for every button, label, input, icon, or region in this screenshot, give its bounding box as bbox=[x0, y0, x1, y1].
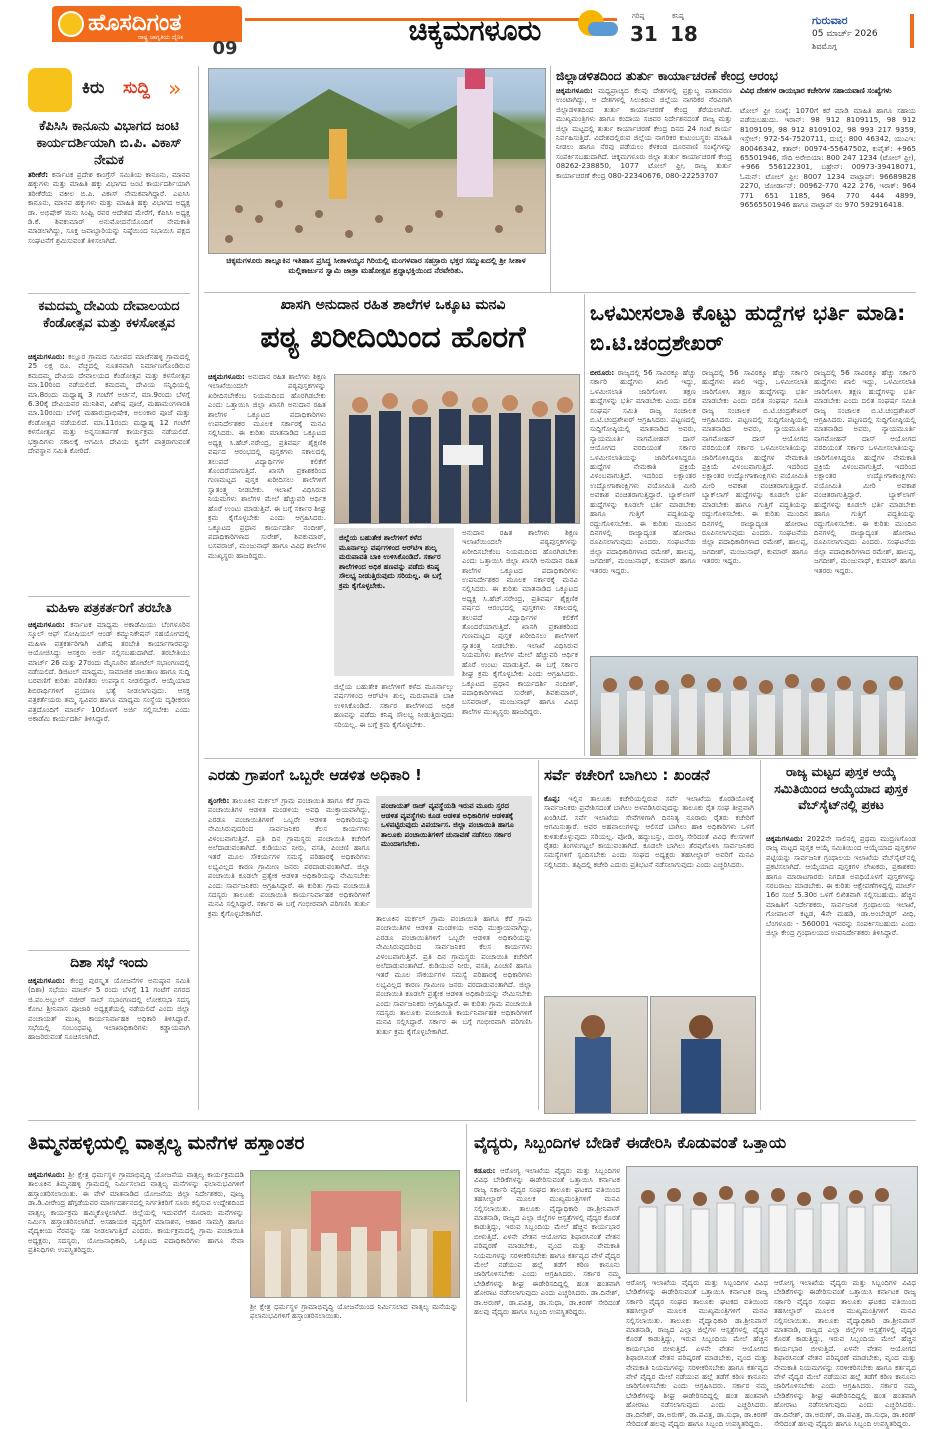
brief4-body bbox=[28, 976, 190, 1106]
pointing-hand-icon bbox=[28, 68, 72, 112]
door-photo-left-illustration bbox=[545, 997, 647, 1113]
chandrashekar-headline: ಒಳಮೀಸಲಾತಿ ಕೊಟ್ಟು ಹುದ್ದೆಗಳ ಭರ್ತಿ ಮಾಡಿ: ಬಿ.ಟಿ.ಚಂದ್ರಶೇಖರ್ bbox=[590, 301, 906, 355]
doctors-body bbox=[474, 1166, 620, 1400]
doctors-text: ಆರೋಗ್ಯ ಇಲಾಖೆಯ ವೈದ್ಯರು ಮತ್ತು ಸಿಬ್ಬಂದಿಗಳ ವಿವಿಧ ಬೇಡಿಕೆಗಳನ್ನು ಈಡೇರಿಸುವಂತೆ ಒತ್ತಾಯಿಸಿ ಕರ್ನಾಟಕ ರಾಜ್ಯ ಸರ್ಕಾರಿ ವೈದ್ಯರ ಸಂಘದ ತಾಲೂಕು ಘಟಕದ ವತಿಯಿಂದ ತಹಸೀಲ್ದಾರ್ ಮೂಲಕ ಮುಖ್ಯಮಂತ್ರಿಗಳಿಗೆ ಮನವಿ ಸಲ್ಲಿಸಲಾಯಿತು. ತಾಲೂಕು ವೈದ್ಯಾಧಿಕಾರಿ ಡಾ.ಶ್ರೀನಿವಾಸ್ ಮಾತನಾಡಿ, ರಾಜ್ಯದ ಎಲ್ಲಾ ಜಿಲ್ಲೆಗಳ ಆಸ್ಪತ್ರೆಗಳಲ್ಲಿ ವೈದ್ಯರ ಕೊರತೆ ಕಾಡುತ್ತಿದ್ದು, ಇರುವ ಸಿಬ್ಬಂದಿಯ ಮೇಲೆ ಹೆಚ್ಚಿನ ಕಾರ್ಯಭಾರ ಬೀಳುತ್ತಿದೆ. ಏಳನೇ ವೇತನ ಆಯೋಗದ ಶಿಫಾರಸಿನಂತೆ ವೇತನ ಪರಿಷ್ಕರಣೆ ಮಾಡಬೇಕು, ವೃಂದ ಮತ್ತು ನೇಮಕಾತಿ ನಿಯಮಗಳನ್ನು ಸರಳೀಕರಿಸಬೇಕು ಹಾಗೂ ಕರ್ತವ್ಯದ ವೇಳೆ ವೈದ್ಯರ ಮೇಲೆ ನಡೆಯುವ ಹಲ್ಲೆ ತಡೆಗೆ ಕಠಿಣ ಕಾನೂನು ಜಾರಿಗೊಳಿಸಬೇಕು ಎಂದು ಆಗ್ರಹಿಸಿದರು. ಸರ್ಕಾರ ನಮ್ಮ ಬೇಡಿಕೆಗಳನ್ನು ಶೀಘ್ರ ಈಡೇರಿಸದಿದ್ದಲ್ಲಿ ಹಂತ ಹಂತವಾಗಿ ಹೋರಾಟ ನಡೆಸಲಾಗುವುದು ಎಂದು ಎಚ್ಚರಿಸಿದರು. ಡಾ.ದಿನೇಶ್, ಡಾ.ಅರುಣ್, ಡಾ.ಪವಿತ್ರ, ಡಾ.ಸುಧಾ, ಡಾ.ಕಿರಣ್ ಸೇರಿದಂತೆ ಹಲವು ವೈದ್ಯರು ಹಾಗೂ ಸಿಬ್ಬಂದಿ ಉಪಸ್ಥಿತರಿದ್ದರು. bbox=[474, 1166, 620, 1317]
brief3-dateline: ಚಿಕ್ಕಮಗಳೂರು: bbox=[28, 620, 65, 629]
brief1-body bbox=[28, 170, 190, 285]
houses-caption: ಶ್ರೀ ಕ್ಷೇತ್ರ ಧರ್ಮಸ್ಥಳ ಗ್ರಾಮಾಭಿವೃದ್ಧಿ ಯೋಜನೆಯಿಂದ ನಿರ್ಮಿಸಲಾದ ವಾತ್ಸಲ್ಯ ಮನೆಯನ್ನು ಫಲಾನುಭವಿಗಳಿಗೆ ಹಸ್ತಾಂತರಿಸಲಾಯಿತು. bbox=[250, 1302, 458, 1321]
brand-logo-icon bbox=[58, 11, 84, 37]
min-temp: 18 bbox=[670, 22, 698, 46]
doctors-body-col2 bbox=[626, 1278, 768, 1429]
schools-body-col3 bbox=[462, 528, 578, 750]
chandrashekar-text-cont: ರಾಜ್ಯದಲ್ಲಿ 56 ಸಾವಿರಕ್ಕೂ ಹೆಚ್ಚು ಸರ್ಕಾರಿ ಹುದ್ದೆಗಳು ಖಾಲಿ ಇದ್ದು, ಒಳಮೀಸಲಾತಿ ಜಾರಿಗೊಳಿಸಿ ತಕ್ಷಣ ಹುದ್ದೆಗಳನ್ನು ಭರ್ತಿ ಮಾಡಬೇಕು ಎಂದು ದಲಿತ ಸಂಘರ್ಷ ಸಮಿತಿ ರಾಜ್ಯ ಸಂಚಾಲಕ ಬಿ.ಟಿ.ಚಂದ್ರಶೇಖರ್ ಆಗ್ರಹಿಸಿದರು. ಪಟ್ಟಣದಲ್ಲಿ ಸುದ್ದಿಗೋಷ್ಠಿಯಲ್ಲಿ ಮಾತನಾಡಿದ ಅವರು, ನ್ಯಾಯಮೂರ್ತಿ ನಾಗಮೋಹನ್ ದಾಸ್ ಆಯೋಗದ ವರದಿಯಂತೆ ಸರ್ಕಾರ ಒಳಮೀಸಲಾತಿಯನ್ನು ಜಾರಿಗೊಳಿಸಿದ್ದರೂ ಹುದ್ದೆಗಳ ನೇಮಕಾತಿ ಪ್ರಕ್ರಿಯೆ ವಿಳಂಬವಾಗುತ್ತಿದೆ. ಇದರಿಂದ ಲಕ್ಷಾಂತರ ಉದ್ಯೋಗಾಕಾಂಕ್ಷಿಗಳು ವಯೋಮಿತಿ ಮೀರಿ ಅವಕಾಶ ವಂಚಿತರಾಗುತ್ತಿದ್ದಾರೆ. ಬ್ಯಾಕ್‌ಲಾಗ್ ಹುದ್ದೆಗಳನ್ನು ಕೂಡಲೇ ಭರ್ತಿ ಮಾಡಬೇಕು ಹಾಗೂ ಗುತ್ತಿಗೆ ಪದ್ಧತಿಯನ್ನು ರದ್ದುಗೊಳಿಸಬೇಕು. ಈ ಕುರಿತು ಮುಂದಿನ ದಿನಗಳಲ್ಲಿ ರಾಜ್ಯಾದ್ಯಂತ ಹೋರಾಟ ರೂಪಿಸಲಾಗುವುದು ಎಂದರು. ಸಂಘಟನೆಯ ಜಿಲ್ಲಾ ಪದಾಧಿಕಾರಿಗಳಾದ ರಮೇಶ್, ಹಾಲಪ್ಪ, ಜಗದೀಶ್, ಮಂಜುನಾಥ್, ಕುಮಾರ್ ಹಾಗೂ ಇತರರು ಇದ್ದರು. bbox=[702, 368, 808, 566]
doctors-dateline: ಕಡೂರು: bbox=[474, 1166, 496, 1175]
control-room-helplines: ಟೋಲ್ ಫ್ರೀ ಸಂಖ್ಯೆ: 1070ಗೆ ಕರೆ ಮಾಡಿ ಮಾಹಿತಿ ಹಾಗೂ ಸಹಾಯ ಪಡೆಯಬಹುದು. ಇರಾನ್: 98 912 8109115, 98 912 8109109, 98 912 8109102, 98 993 217 9359, ಇಸ್ರೇಲ್: 972-54-7520711, ದುಬೈ: 800 46342, ಯುಎಇ: 80046342, ಕತಾರ್: 00974-55647502, ಕುವೈತ್: +965 65501946, ಸೌದಿ ಅರೇಬಿಯಾ: 800 247 1234 (ಟೋಲ್ ಫ್ರೀ), +966 556122301, ಬಹ್ರೇನ್: 00973-39418071, ಓಮನ್: ಟೋಲ್ ಫ್ರೀ: 8007 1234 ವಾಟ್ಸಾಪ್: 96689828 2270, ಜೋರ್ಡಾನ್: 00962-770 422 276, ಇರಾಕ್: 964 771 651 1185, 964 770 444 4899, 96565501946 ಹಾಗೂ ವಾಟ್ಸಾಪ್ ನಂ 970 592916418. bbox=[740, 106, 916, 210]
section-title: ಚಿಕ್ಕಮಗಳೂರು bbox=[408, 14, 542, 47]
houses-headline: ತಿಮ್ಮನಹಳ್ಳಿಯಲ್ಲಿ ವಾತ್ಸಲ್ಯ ಮನೆಗಳ ಹಸ್ತಾಂತರ bbox=[28, 1132, 305, 1154]
brief4-dateline: ಚಿಕ್ಕಮಗಳೂರು: bbox=[28, 976, 65, 985]
brand-name: ಹೊಸದಿಗಂತ bbox=[88, 10, 182, 36]
houses-text: ಶ್ರೀ ಕ್ಷೇತ್ರ ಧರ್ಮಸ್ಥಳ ಗ್ರಾಮಾಭಿವೃದ್ಧಿ ಯೋಜನೆಯ ವಾತ್ಸಲ್ಯ ಕಾರ್ಯಕ್ರಮದಡಿ ತಾಲೂಕಿನ ತಿಮ್ಮನಹಳ್ಳಿ ಗ್ರಾಮದಲ್ಲಿ ನಿರ್ಮಿಸಲಾದ ವಾತ್ಸಲ್ಯ ಮನೆಗಳನ್ನು ಫಲಾನುಭವಿಗಳಿಗೆ ಹಸ್ತಾಂತರಿಸಲಾಯಿತು. ಈ ವೇಳೆ ಮಾತನಾಡಿದ ಯೋಜನೆಯ ಜಿಲ್ಲಾ ನಿರ್ದೇಶಕರು, ಪೂಜ್ಯ ಡಾ.ಡಿ.ವೀರೇಂದ್ರ ಹೆಗ್ಗಡೆಯವರ ಮಾರ್ಗದರ್ಶನದಲ್ಲಿ ನಿರ್ಗತಿಕರಿಗೆ ಸೂರು ಕಲ್ಪಿಸುವ ಉದ್ದೇಶದಿಂದ ವಾತ್ಸಲ್ಯ ಕಾರ್ಯಕ್ರಮ ಹಮ್ಮಿಕೊಳ್ಳಲಾಗಿದೆ. ಜಿಲ್ಲೆಯಲ್ಲಿ ಇದುವರೆಗೆ ನೂರಾರು ಮನೆಗಳನ್ನು ನಿರ್ಮಿಸಿ ಹಸ್ತಾಂತರಿಸಲಾಗಿದೆ. ಅಸಹಾಯಕ ವೃದ್ಧರಿಗೆ ಮಾಸಾಶನ, ಆಹಾರ ಸಾಮಗ್ರಿ ಹಾಗೂ ವೈದ್ಯಕೀಯ ನೆರವನ್ನು ಸಹ ನೀಡಲಾಗುತ್ತಿದೆ ಎಂದರು. ಕಾರ್ಯಕ್ರಮದಲ್ಲಿ ಗ್ರಾಮ ಪಂಚಾಯಿತಿ ಅಧ್ಯಕ್ಷರು, ಸದಸ್ಯರು, ಯೋಜನಾಧಿಕಾರಿ, ಒಕ್ಕೂಟದ ಪದಾಧಿಕಾರಿಗಳು ಹಾಗೂ ಸೇವಾ ಪ್ರತಿನಿಧಿಗಳು ಉಪಸ್ಥಿತರಿದ್ದರು. bbox=[28, 1170, 244, 1255]
door-text: ಇಲ್ಲಿನ ತಾಲೂಕು ಕಚೇರಿಯಲ್ಲಿರುವ ಸರ್ವೆ ಇಲಾಖೆಯ ಕೊಠಡಿಯೊಳಕ್ಕೆ ಸಾರ್ವಜನಿಕರು ಪ್ರವೇಶಿಸದಂತೆ ಬಾಗಿಲು ಅಳವಡಿಸಿರುವುದನ್ನು ತಾಲೂಕು ರೈತ ಸಂಘ ತೀವ್ರವಾಗಿ ಖಂಡಿಸಿದೆ. ಸರ್ವೆ ಇಲಾಖೆಯ ಸೇವೆಗಳಿಗಾಗಿ ದಿನನಿತ್ಯ ನೂರಾರು ರೈತರು ಕಚೇರಿಗೆ ಆಗಮಿಸುತ್ತಾರೆ. ಅವರ ಅಹವಾಲುಗಳನ್ನು ಆಲಿಸದೆ ಬಾಗಿಲು ಹಾಕಿ ಅಧಿಕಾರಿಗಳು ಒಳಗೆ ಕುಳಿತುಕೊಳ್ಳುವುದು ಸರಿಯಲ್ಲ. ಪೋಡಿ, ಹದ್ದುಬಸ್ತು, ದುರಸ್ತಿ ಸೇರಿದಂತೆ ವಿವಿಧ ಕೆಲಸಗಳಿಗೆ ರೈತರು ತಿಂಗಳುಗಟ್ಟಲೆ ಕಾಯುವಂತಾಗಿದೆ. ಕೂಡಲೇ ಬಾಗಿಲು ತೆರವುಗೊಳಿಸಿ ಸಾರ್ವಜನಿಕರ ಸಮಸ್ಯೆಗಳಿಗೆ ಸ್ಪಂದಿಸಬೇಕು ಎಂದು ಸಂಘದ ಅಧ್ಯಕ್ಷರು ತಹಸೀಲ್ದಾರ್ ಅವರಿಗೆ ಮನವಿ ಸಲ್ಲಿಸಿದರು. ತಪ್ಪಿದಲ್ಲಿ ಕಚೇರಿ ಎದುರು ಪ್ರತಿಭಟನೆ ನಡೆಸಲಾಗುವುದು ಎಂದು ಎಚ್ಚರಿಸಿದರು. bbox=[544, 794, 754, 869]
schools-headline: ಪಠ್ಯ ಖರೀದಿಯಿಂದ ಹೊರಗೆ bbox=[260, 320, 526, 355]
control-room-dateline: ಚಿಕ್ಕಮಗಳೂರು: bbox=[556, 86, 593, 95]
schools-body-col1 bbox=[208, 372, 326, 750]
max-temp-label: ಗರಿಷ್ಠ bbox=[632, 12, 645, 20]
doctors-body-col3 bbox=[774, 1278, 916, 1429]
official-pullquote-text: ಪಂಚಾಯತ್ ರಾಜ್ ವ್ಯವಸ್ಥೆಯಡಿ ಇರುವ ಮೂರು ಸ್ತರದ ಆಡಳಿತ ವ್ಯವಸ್ಥೆಗಳು ಕೂಡ ಆಡಳಿತ ಅಧಿಕಾರಿಗಳ ಆಡಳಿತಕ್ಕೆ ಒಳಪಟ್ಟಿರುವುದು ವಿಪರ್ಯಾಸ. ಜಿಲ್ಲಾ ಪಂಚಾಯಿತಿ ಹಾಗೂ ತಾಲೂಕು ಪಂಚಾಯಿತಿಗಳಿಗೆ ಚುನಾವಣೆ ನಡೆಸಲು ಸರ್ಕಾರ ಮುಂದಾಗಬೇಕು. bbox=[381, 801, 514, 849]
brief4-headline: ದಿಶಾ ಸಭೆ ಇಂದು bbox=[70, 955, 148, 971]
brief1-text: ಕರ್ನಾಟಕ ಪ್ರದೇಶ ಕಾಂಗ್ರೆಸ್ ಸಮಿತಿಯ ಕಾನೂನು, ಮಾನವ ಹಕ್ಕುಗಳು ಮತ್ತು ಮಾಹಿತಿ ಹಕ್ಕು ವಿಭಾಗದ ಜಂಟಿ ಕಾರ್ಯದರ್ಶಿಯಾಗಿ ತರೀಕೆರೆಯ ವಕೀಲ ಬಿ.ಪಿ. ವಿಕಾಸ್ ನೇಮಕವಾಗಿದ್ದಾರೆ. ಎಐಸಿಸಿ ಕಾನೂನು, ಮಾನವ ಹಕ್ಕುಗಳು ಮತ್ತು ಮಾಹಿತಿ ಹಕ್ಕು ವಿಭಾಗದ ಅಧ್ಯಕ್ಷ ಡಾ. ಅಭಿಷೇಕ್ ಮನು ಸಿಂಘ್ವಿ ರವರ ಆದೇಶದ ಮೇರೆಗೆ, ಕೆಪಿಸಿಸಿ ಅಧ್ಯಕ್ಷ ಡಿ.ಕೆ. ಶಿವಕುಮಾರ್ ಅನುಮೋದನೆಯೊಂದಿಗೆ ನೇಮಕಾತಿ ಮಾಡಲಾಗಿದ್ದು, ಸೂಕ್ತ ಜವಾಬ್ದಾರಿಯನ್ನು ನಿಷ್ಠೆಯಿಂದ ನಿಭಾಯಿಸಿ ಪಕ್ಷದ ಸಂಘಟನೆಗೆ ಶ್ರಮಿಸುವಂತೆ ತಿಳಿಸಲಾಗಿದೆ. bbox=[28, 170, 190, 245]
doctors-headline: ವೈದ್ಯರು, ಸಿಬ್ಬಂದಿಗಳ ಬೇಡಿಕೆ ಈಡೇರಿಸಿ ಕೊಡುವಂತೆ ಒತ್ತಾಯ bbox=[474, 1133, 787, 1152]
control-room-subhead: ವಿವಿಧ ದೇಶಗಳ ರಾಯಭಾರ ಕಚೇರಿಗಳ ಸಹಾಯವಾಣಿ ಸಂಖ್ಯೆಗಳು bbox=[740, 86, 892, 95]
official-body-col2 bbox=[376, 914, 532, 1110]
issue-date: 05 ಮಾರ್ಚ್ 2026 bbox=[812, 29, 878, 39]
schools-kicker: ಖಾಸಗಿ ಅನುದಾನ ರಹಿತ ಶಾಲೆಗಳ ಒಕ್ಕೂಟ ಮನವಿ bbox=[280, 297, 506, 313]
official-text-cont: ತಾಲೂಕಿನ ಮರ್ಕಲ್ ಗ್ರಾಮ ಪಂಚಾಯಿತಿ ಹಾಗೂ ಕೆರೆ ಗ್ರಾಮ ಪಂಚಾಯಿತಿಗಳ ಆಡಳಿತ ಮಂಡಳಿಯ ಅವಧಿ ಮುಕ್ತಾಯವಾಗಿದ್ದು, ಎರಡೂ ಪಂಚಾಯಿತಿಗಳಿಗೆ ಒಬ್ಬರೇ ಆಡಳಿತ ಅಧಿಕಾರಿಯನ್ನು ನೇಮಿಸಿರುವುದರಿಂದ ಸಾರ್ವಜನಿಕರ ಕೆಲಸ ಕಾರ್ಯಗಳು ವಿಳಂಬವಾಗುತ್ತಿವೆ. ಪ್ರತಿ ದಿನ ಗ್ರಾಮಸ್ಥರು ಪಂಚಾಯಿತಿ ಕಚೇರಿಗೆ ಅಲೆದಾಡುವಂತಾಗಿದೆ. ಕುಡಿಯುವ ನೀರು, ವಸತಿ, ಪಿಂಚಣಿ ಹಾಗೂ ಇತರೆ ಮೂಲ ಸೌಕರ್ಯಗಳ ಸಮಸ್ಯೆ ಪರಿಹಾರಕ್ಕೆ ಅಧಿಕಾರಿಗಳು ಲಭ್ಯವಿಲ್ಲದ ಕಾರಣ ಗ್ರಾಮೀಣ ಜನರು ಪರದಾಡುವಂತಾಗಿದೆ. ಜಿಲ್ಲಾ ಪಂಚಾಯಿತಿ ಕೂಡಲೇ ಪ್ರತ್ಯೇಕ ಆಡಳಿತ ಅಧಿಕಾರಿಯನ್ನು ನೇಮಿಸಬೇಕು ಎಂದು ಸಾರ್ವಜನಿಕರು ಆಗ್ರಹಿಸಿದ್ದಾರೆ. ಈ ಕುರಿತು ಗ್ರಾಮ ಪಂಚಾಯಿತಿ ಸದಸ್ಯರು ತಾಲೂಕು ಪಂಚಾಯಿತಿ ಕಾರ್ಯನಿರ್ವಾಹಕ ಅಧಿಕಾರಿಗಳಿಗೆ ಮನವಿ ಸಲ್ಲಿಸಿದ್ದಾರೆ. ಸರ್ಕಾರ ಈ ಬಗ್ಗೆ ಗಂಭೀರವಾಗಿ ಪರಿಗಣಿಸಿ ತುರ್ತು ಕ್ರಮ ಕೈಗೊಳ್ಳಬೇಕಾಗಿದೆ. bbox=[376, 914, 532, 1036]
chandrashekar-body-col3 bbox=[814, 368, 916, 650]
door-photo-right bbox=[650, 996, 756, 1114]
brief2-headline: ಕಮದಮ್ಮ ದೇವಿಯ ದೇವಾಲಯದ ಕೆಂಡೋತ್ಸವ ಮತ್ತು ಕಳಸೋತ್ಸವ bbox=[38, 299, 180, 331]
min-temp-label: ಕನಿಷ್ಠ bbox=[672, 12, 684, 20]
houses-photo-illustration bbox=[251, 1171, 459, 1297]
weather-cloud-icon bbox=[588, 22, 618, 36]
chandrashekar-text-cont2: ರಾಜ್ಯದಲ್ಲಿ 56 ಸಾವಿರಕ್ಕೂ ಹೆಚ್ಚು ಸರ್ಕಾರಿ ಹುದ್ದೆಗಳು ಖಾಲಿ ಇದ್ದು, ಒಳಮೀಸಲಾತಿ ಜಾರಿಗೊಳಿಸಿ ತಕ್ಷಣ ಹುದ್ದೆಗಳನ್ನು ಭರ್ತಿ ಮಾಡಬೇಕು ಎಂದು ದಲಿತ ಸಂಘರ್ಷ ಸಮಿತಿ ರಾಜ್ಯ ಸಂಚಾಲಕ ಬಿ.ಟಿ.ಚಂದ್ರಶೇಖರ್ ಆಗ್ರಹಿಸಿದರು. ಪಟ್ಟಣದಲ್ಲಿ ಸುದ್ದಿಗೋಷ್ಠಿಯಲ್ಲಿ ಮಾತನಾಡಿದ ಅವರು, ನ್ಯಾಯಮೂರ್ತಿ ನಾಗಮೋಹನ್ ದಾಸ್ ಆಯೋಗದ ವರದಿಯಂತೆ ಸರ್ಕಾರ ಒಳಮೀಸಲಾತಿಯನ್ನು ಜಾರಿಗೊಳಿಸಿದ್ದರೂ ಹುದ್ದೆಗಳ ನೇಮಕಾತಿ ಪ್ರಕ್ರಿಯೆ ವಿಳಂಬವಾಗುತ್ತಿದೆ. ಇದರಿಂದ ಲಕ್ಷಾಂತರ ಉದ್ಯೋಗಾಕಾಂಕ್ಷಿಗಳು ವಯೋಮಿತಿ ಮೀರಿ ಅವಕಾಶ ವಂಚಿತರಾಗುತ್ತಿದ್ದಾರೆ. ಬ್ಯಾಕ್‌ಲಾಗ್ ಹುದ್ದೆಗಳನ್ನು ಕೂಡಲೇ ಭರ್ತಿ ಮಾಡಬೇಕು ಹಾಗೂ ಗುತ್ತಿಗೆ ಪದ್ಧತಿಯನ್ನು ರದ್ದುಗೊಳಿಸಬೇಕು. ಈ ಕುರಿತು ಮುಂದಿನ ದಿನಗಳಲ್ಲಿ ರಾಜ್ಯಾದ್ಯಂತ ಹೋರಾಟ ರೂಪಿಸಲಾಗುವುದು ಎಂದರು. ಸಂಘಟನೆಯ ಜಿಲ್ಲಾ ಪದಾಧಿಕಾರಿಗಳಾದ ರಮೇಶ್, ಹಾಲಪ್ಪ, ಜಗದೀಶ್, ಮಂಜುನಾಥ್, ಕುಮಾರ್ ಹಾಗೂ ಇತರರು ಇದ್ದರು. bbox=[814, 368, 916, 575]
masthead-accent-bar bbox=[910, 14, 914, 48]
page-number: 09 bbox=[212, 38, 238, 59]
max-temp: 31 bbox=[630, 22, 658, 46]
lead-photo-caption: ಚಿಕ್ಕಮಗಳೂರು ತಾಲ್ಲೂಕಿನ ಇತಿಹಾಸ ಪ್ರಸಿದ್ಧ ಸೀತಾಳಯ್ಯನ ಗಿರಿಯಲ್ಲಿ ಮಂಗಳವಾರ ಸಹಸ್ರಾರು ಭಕ್ತರ ಸಮ್ಮುಖದಲ್ಲಿ ಶ್ರೀ ಸೀತಾಳ ಮಲ್ಲಿಕಾರ್ಜುನ ಸ್ವಾಮಿ ಜಾತ್ರಾ ಮಹೋತ್ಸವ ಶ್ರದ್ಧಾಭಕ್ತಿಯಿಂದ ನೆರವೇರಿತು. bbox=[226, 256, 526, 275]
brand-tagline: ರಾಷ್ಟ್ರ ಜಾಗೃತಿಯ ದೈನಿಕ bbox=[138, 34, 184, 41]
door-photo-right-illustration bbox=[651, 997, 755, 1113]
schools-photo bbox=[334, 374, 580, 524]
kirusuddi-label-b: ಸುದ್ದಿ bbox=[123, 78, 150, 98]
control-room-headline: ಜಿಲ್ಲಾಡಳಿತದಿಂದ ತುರ್ತು ಕಾರ್ಯಾಚರಣೆ ಕೇಂದ್ರ ಆರಂಭ bbox=[556, 68, 778, 83]
book-dateline: ಚಿಕ್ಕಮಗಳೂರು: bbox=[766, 834, 803, 843]
masthead-brand-box bbox=[52, 6, 242, 59]
book-text: 2022ನೇ ಸಾಲಿನಲ್ಲಿ ಪ್ರಥಮ ಮುದ್ರಣಗೊಂಡ ರಾಜ್ಯ ಮಟ್ಟದ ಪುಸ್ತಕ ಆಯ್ಕೆ ಸಮಿತಿಯಿಂದ ಆಯ್ಕೆಯಾದ ಪುಸ್ತಕಗಳ ಪಟ್ಟಿಯನ್ನು ಸಾರ್ವಜನಿಕ ಗ್ರಂಥಾಲಯ ಇಲಾಖೆಯ ವೆಬ್‌ಸೈಟ್‌ನಲ್ಲಿ ಪ್ರಕಟಿಸಲಾಗಿದೆ. ಆಯ್ಕೆಯಾದ ಪುಸ್ತಕಗಳ ಲೇಖಕರು, ಪ್ರಕಾಶಕರು ಹಾಗೂ ಮಾರಾಟಗಾರರು ನಿಗದಿತ ಅವಧಿಯೊಳಗೆ ಪುಸ್ತಕಗಳನ್ನು ಸರಬರಾಜು ಮಾಡಬೇಕು. ಈ ಕುರಿತು ಆಕ್ಷೇಪಣೆಗಳಿದ್ದಲ್ಲಿ ಮಾರ್ಚ್ 16ರ ಸಂಜೆ 5.30ರ ಒಳಗೆ ಲಿಖಿತವಾಗಿ ಸಲ್ಲಿಸಬಹುದು. ಹೆಚ್ಚಿನ ಮಾಹಿತಿಗೆ ನಿರ್ದೇಶಕರು, ಸಾರ್ವಜನಿಕ ಗ್ರಂಥಾಲಯ ಇಲಾಖೆ, ಗೋಪಾಲನ್ ಕಟ್ಟಡ, 4ನೇ ಮಹಡಿ, ಡಾ.ಅಂಬೇಡ್ಕರ್ ವೀಧಿ, ಬೆಂಗಳೂರು - 560001 ಇವರನ್ನು ಸಂಪರ್ಕಿಸಬಹುದು ಎಂದು ಜಿಲ್ಲಾ ಕೇಂದ್ರ ಗ್ರಂಥಾಲಯದ ಉಪನಿರ್ದೇಶಕರು ತಿಳಿಸಿದ್ದಾರೆ. bbox=[766, 834, 916, 938]
official-headline: ಎರಡು ಗ್ರಾಪಂಗೆ ಒಬ್ಬರೇ ಆಡಳಿತ ಅಧಿಕಾರಿ ! bbox=[208, 766, 422, 784]
book-headline: ರಾಜ್ಯ ಮಟ್ಟದ ಪುಸ್ತಕ ಆಯ್ಕೆ ಸಮಿತಿಯಿಂದ ಆಯ್ಕೆಯಾದ ಪುಸ್ತಕ ವೆಬ್‌ಸೈಟ್‌ನಲ್ಲಿ ಪ್ರಕಟ bbox=[774, 764, 908, 812]
houses-body bbox=[28, 1170, 244, 1400]
edition: ಶಿವಮೊಗ್ಗ bbox=[812, 42, 837, 51]
schools-pullquote-text: ಜಿಲ್ಲೆಯ ಬಹುತೇಕ ಶಾಲೆಗಳಿಗೆ ಕಳೆದ ಮೂರ್ನಾಲ್ಕು ವರ್ಷಗಳಿಂದ ಆರ್‌ಟಿಇ ಶುಲ್ಕ ಮರುಪಾವತಿ ಬಾಕಿ ಉಳಿಸಿಕೊಂಡಿದೆ. ಸರ್ಕಾರ ಶಾಲೆಗಳಿಂದ ಅಧಿಕ ಹಣವನ್ನು ಪಡೆದು ಕನಿಷ್ಠ ಸೌಲಭ್ಯ ನೀಡುತ್ತಿರುವುದು ಸರಿಯಲ್ಲ. ಈ ಬಗ್ಗೆ ಕ್ರಮ ಕೈಗೊಳ್ಳಬೇಕು. bbox=[339, 533, 442, 590]
kirusuddi-badge bbox=[28, 68, 188, 112]
brief3-body bbox=[28, 620, 190, 945]
chandrashekar-body bbox=[590, 368, 696, 650]
schools-photo-illustration bbox=[335, 375, 579, 523]
schools-text: ಅನುದಾನ ರಹಿತ ಶಾಲೆಗಳು ಶಿಕ್ಷಣ ಇಲಾಖೆಯಿಂದಲೇ ಪಠ್ಯಪುಸ್ತಕಗಳನ್ನು ಖರೀದಿಸಬೇಕೆಂಬ ನಿಯಮದಿಂದ ಹೊರಗಿಡಬೇಕು ಎಂದು ಒತ್ತಾಯಿಸಿ ಜಿಲ್ಲಾ ಖಾಸಗಿ ಅನುದಾನ ರಹಿತ ಶಾಲೆಗಳ ಒಕ್ಕೂಟದ ಪದಾಧಿಕಾರಿಗಳು ಉಪನಿರ್ದೇಶಕರ ಮೂಲಕ ಸರ್ಕಾರಕ್ಕೆ ಮನವಿ ಸಲ್ಲಿಸಿದರು. ಈ ಕುರಿತು ಮಾತನಾಡಿದ ಒಕ್ಕೂಟದ ಅಧ್ಯಕ್ಷ ಸಿ.ಹೆಚ್.ನರೇಂದ್ರ, ಪ್ರತಿವರ್ಷ ಶೈಕ್ಷಣಿಕ ವರ್ಷದ ಆರಂಭದಲ್ಲಿ ಪುಸ್ತಕಗಳು ಸಕಾಲದಲ್ಲಿ ತಲುಪದೆ ವಿದ್ಯಾರ್ಥಿಗಳ ಕಲಿಕೆಗೆ ತೊಂದರೆಯಾಗುತ್ತಿದೆ. ಖಾಸಗಿ ಪ್ರಕಾಶಕರಿಂದ ಗುಣಮಟ್ಟದ ಪುಸ್ತಕ ಖರೀದಿಸಲು ಶಾಲೆಗಳಿಗೆ ಸ್ವಾತಂತ್ರ್ಯ ನೀಡಬೇಕು. ಇಲಾಖೆ ವಿಧಿಸಿರುವ ನಿಯಮಗಳು ಶಾಲೆಗಳ ಮೇಲೆ ಹೆಚ್ಚುವರಿ ಆರ್ಥಿಕ ಹೊರೆ ಉಂಟು ಮಾಡುತ್ತಿವೆ. ಈ ಬಗ್ಗೆ ಸರ್ಕಾರ ಶೀಘ್ರ ಕ್ರಮ ಕೈಗೊಳ್ಳಬೇಕು ಎಂದು ಆಗ್ರಹಿಸಿದರು. ಒಕ್ಕೂಟದ ಪ್ರಧಾನ ಕಾರ್ಯದರ್ಶಿ ನಂದೀಶ್, ಪದಾಧಿಕಾರಿಗಳಾದ ಸುರೇಶ್, ಶಿವಕುಮಾರ್, ಬಸವರಾಜ್, ಮಂಜುನಾಥ್ ಹಾಗೂ ವಿವಿಧ ಶಾಲೆಗಳ ಮುಖ್ಯಸ್ಥರು ಹಾಜರಿದ್ದರು. bbox=[208, 372, 326, 560]
lead-photo-illustration bbox=[209, 69, 545, 253]
chevron-right-icon: » bbox=[168, 77, 182, 102]
door-dateline: ಕೊಪ್ಪ: bbox=[544, 794, 561, 803]
kirusuddi-label-a: ಕಿರು bbox=[82, 78, 105, 98]
door-body bbox=[544, 794, 754, 990]
brief4-text: ಕೇಂದ್ರ ಪುರಸ್ಕೃತ ಯೋಜನೆಗಳ ಅನುಷ್ಠಾನ ಸಮಿತಿ (ದಿಶಾ) ಸಭೆಯು ಮಾರ್ಚ್ 5 ರಂದು ಬೆಳಗ್ಗೆ 11 ಗಂಟೆಗೆ ನಗರದ ಜಿ.ಪಂ.ಅಬ್ದುಲ್ ನಜೀರ್ ಸಾಬ್ ಸಭಾಂಗಣದಲ್ಲಿ ಲೋಕಸಭಾ ಸದಸ್ಯ ಕೋಟ ಶ್ರೀನಿವಾಸ ಪೂಜಾರಿ ಅಧ್ಯಕ್ಷತೆಯಲ್ಲಿ ನಡೆಯಲಿದೆ ಎಂದು ಜಿಲ್ಲಾ ಪಂಚಾಯತ್ ಮುಖ್ಯ ಕಾರ್ಯನಿರ್ವಾಹಕ ಅಧಿಕಾರಿ ತಿಳಿಸಿದ್ದಾರೆ. ಸಭೆಯಲ್ಲಿ ಸಂಬಂಧಪಟ್ಟ ಇಲಾಖಾಧಿಕಾರಿಗಳು ಕಡ್ಡಾಯವಾಗಿ ಹಾಜರಿರುವಂತೆ ಸೂಚಿಸಲಾಗಿದೆ. bbox=[28, 976, 190, 1042]
chandrashekar-dateline: ಬೀರೂರು: bbox=[590, 368, 615, 377]
schools-text-cont: ಅನುದಾನ ರಹಿತ ಶಾಲೆಗಳು ಶಿಕ್ಷಣ ಇಲಾಖೆಯಿಂದಲೇ ಪಠ್ಯಪುಸ್ತಕಗಳನ್ನು ಖರೀದಿಸಬೇಕೆಂಬ ನಿಯಮದಿಂದ ಹೊರಗಿಡಬೇಕು ಎಂದು ಒತ್ತಾಯಿಸಿ ಜಿಲ್ಲಾ ಖಾಸಗಿ ಅನುದಾನ ರಹಿತ ಶಾಲೆಗಳ ಒಕ್ಕೂಟದ ಪದಾಧಿಕಾರಿಗಳು ಉಪನಿರ್ದೇಶಕರ ಮೂಲಕ ಸರ್ಕಾರಕ್ಕೆ ಮನವಿ ಸಲ್ಲಿಸಿದರು. ಈ ಕುರಿತು ಮಾತನಾಡಿದ ಒಕ್ಕೂಟದ ಅಧ್ಯಕ್ಷ ಸಿ.ಹೆಚ್.ನರೇಂದ್ರ, ಪ್ರತಿವರ್ಷ ಶೈಕ್ಷಣಿಕ ವರ್ಷದ ಆರಂಭದಲ್ಲಿ ಪುಸ್ತಕಗಳು ಸಕಾಲದಲ್ಲಿ ತಲುಪದೆ ವಿದ್ಯಾರ್ಥಿಗಳ ಕಲಿಕೆಗೆ ತೊಂದರೆಯಾಗುತ್ತಿದೆ. ಖಾಸಗಿ ಪ್ರಕಾಶಕರಿಂದ ಗುಣಮಟ್ಟದ ಪುಸ್ತಕ ಖರೀದಿಸಲು ಶಾಲೆಗಳಿಗೆ ಸ್ವಾತಂತ್ರ್ಯ ನೀಡಬೇಕು. ಇಲಾಖೆ ವಿಧಿಸಿರುವ ನಿಯಮಗಳು ಶಾಲೆಗಳ ಮೇಲೆ ಹೆಚ್ಚುವರಿ ಆರ್ಥಿಕ ಹೊರೆ ಉಂಟು ಮಾಡುತ್ತಿವೆ. ಈ ಬಗ್ಗೆ ಸರ್ಕಾರ ಶೀಘ್ರ ಕ್ರಮ ಕೈಗೊಳ್ಳಬೇಕು ಎಂದು ಆಗ್ರಹಿಸಿದರು. ಒಕ್ಕೂಟದ ಪ್ರಧಾನ ಕಾರ್ಯದರ್ಶಿ ನಂದೀಶ್, ಪದಾಧಿಕಾರಿಗಳಾದ ಸುರೇಶ್, ಶಿವಕುಮಾರ್, ಬಸವರಾಜ್, ಮಂಜುನಾಥ್ ಹಾಗೂ ವಿವಿಧ ಶಾಲೆಗಳ ಮುಖ್ಯಸ್ಥರು ಹಾಜರಿದ್ದರು. bbox=[462, 528, 578, 716]
official-text: ತಾಲೂಕಿನ ಮರ್ಕಲ್ ಗ್ರಾಮ ಪಂಚಾಯಿತಿ ಹಾಗೂ ಕೆರೆ ಗ್ರಾಮ ಪಂಚಾಯಿತಿಗಳ ಆಡಳಿತ ಮಂಡಳಿಯ ಅವಧಿ ಮುಕ್ತಾಯವಾಗಿದ್ದು, ಎರಡೂ ಪಂಚಾಯಿತಿಗಳಿಗೆ ಒಬ್ಬರೇ ಆಡಳಿತ ಅಧಿಕಾರಿಯನ್ನು ನೇಮಿಸಿರುವುದರಿಂದ ಸಾರ್ವಜನಿಕರ ಕೆಲಸ ಕಾರ್ಯಗಳು ವಿಳಂಬವಾಗುತ್ತಿವೆ. ಪ್ರತಿ ದಿನ ಗ್ರಾಮಸ್ಥರು ಪಂಚಾಯಿತಿ ಕಚೇರಿಗೆ ಅಲೆದಾಡುವಂತಾಗಿದೆ. ಕುಡಿಯುವ ನೀರು, ವಸತಿ, ಪಿಂಚಣಿ ಹಾಗೂ ಇತರೆ ಮೂಲ ಸೌಕರ್ಯಗಳ ಸಮಸ್ಯೆ ಪರಿಹಾರಕ್ಕೆ ಅಧಿಕಾರಿಗಳು ಲಭ್ಯವಿಲ್ಲದ ಕಾರಣ ಗ್ರಾಮೀಣ ಜನರು ಪರದಾಡುವಂತಾಗಿದೆ. ಜಿಲ್ಲಾ ಪಂಚಾಯಿತಿ ಕೂಡಲೇ ಪ್ರತ್ಯೇಕ ಆಡಳಿತ ಅಧಿಕಾರಿಯನ್ನು ನೇಮಿಸಬೇಕು ಎಂದು ಸಾರ್ವಜನಿಕರು ಆಗ್ರಹಿಸಿದ್ದಾರೆ. ಈ ಕುರಿತು ಗ್ರಾಮ ಪಂಚಾಯಿತಿ ಸದಸ್ಯರು ತಾಲೂಕು ಪಂಚಾಯಿತಿ ಕಾರ್ಯನಿರ್ವಾಹಕ ಅಧಿಕಾರಿಗಳಿಗೆ ಮನವಿ ಸಲ್ಲಿಸಿದ್ದಾರೆ. ಸರ್ಕಾರ ಈ ಬಗ್ಗೆ ಗಂಭೀರವಾಗಿ ಪರಿಗಣಿಸಿ ತುರ್ತು ಕ್ರಮ ಕೈಗೊಳ್ಳಬೇಕಾಗಿದೆ. bbox=[208, 796, 370, 918]
chandrashekar-text: ರಾಜ್ಯದಲ್ಲಿ 56 ಸಾವಿರಕ್ಕೂ ಹೆಚ್ಚು ಸರ್ಕಾರಿ ಹುದ್ದೆಗಳು ಖಾಲಿ ಇದ್ದು, ಒಳಮೀಸಲಾತಿ ಜಾರಿಗೊಳಿಸಿ ತಕ್ಷಣ ಹುದ್ದೆಗಳನ್ನು ಭರ್ತಿ ಮಾಡಬೇಕು ಎಂದು ದಲಿತ ಸಂಘರ್ಷ ಸಮಿತಿ ರಾಜ್ಯ ಸಂಚಾಲಕ ಬಿ.ಟಿ.ಚಂದ್ರಶೇಖರ್ ಆಗ್ರಹಿಸಿದರು. ಪಟ್ಟಣದಲ್ಲಿ ಸುದ್ದಿಗೋಷ್ಠಿಯಲ್ಲಿ ಮಾತನಾಡಿದ ಅವರು, ನ್ಯಾಯಮೂರ್ತಿ ನಾಗಮೋಹನ್ ದಾಸ್ ಆಯೋಗದ ವರದಿಯಂತೆ ಸರ್ಕಾರ ಒಳಮೀಸಲಾತಿಯನ್ನು ಜಾರಿಗೊಳಿಸಿದ್ದರೂ ಹುದ್ದೆಗಳ ನೇಮಕಾತಿ ಪ್ರಕ್ರಿಯೆ ವಿಳಂಬವಾಗುತ್ತಿದೆ. ಇದರಿಂದ ಲಕ್ಷಾಂತರ ಉದ್ಯೋಗಾಕಾಂಕ್ಷಿಗಳು ವಯೋಮಿತಿ ಮೀರಿ ಅವಕಾಶ ವಂಚಿತರಾಗುತ್ತಿದ್ದಾರೆ. ಬ್ಯಾಕ್‌ಲಾಗ್ ಹುದ್ದೆಗಳನ್ನು ಕೂಡಲೇ ಭರ್ತಿ ಮಾಡಬೇಕು ಹಾಗೂ ಗುತ್ತಿಗೆ ಪದ್ಧತಿಯನ್ನು ರದ್ದುಗೊಳಿಸಬೇಕು. ಈ ಕುರಿತು ಮುಂದಿನ ದಿನಗಳಲ್ಲಿ ರಾಜ್ಯಾದ್ಯಂತ ಹೋರಾಟ ರೂಪಿಸಲಾಗುವುದು ಎಂದರು. ಸಂಘಟನೆಯ ಜಿಲ್ಲಾ ಪದಾಧಿಕಾರಿಗಳಾದ ರಮೇಶ್, ಹಾಲಪ್ಪ, ಜಗದೀಶ್, ಮಂಜುನಾಥ್, ಕುಮಾರ್ ಹಾಗೂ ಇತರರು ಇದ್ದರು. bbox=[590, 368, 696, 575]
houses-photo bbox=[250, 1170, 460, 1298]
door-photo-left bbox=[544, 996, 648, 1114]
official-pullquote bbox=[376, 796, 532, 908]
chandrashekar-photo-illustration bbox=[591, 657, 917, 755]
doctors-photo-illustration bbox=[627, 1167, 917, 1273]
doctors-text-cont2: ಆರೋಗ್ಯ ಇಲಾಖೆಯ ವೈದ್ಯರು ಮತ್ತು ಸಿಬ್ಬಂದಿಗಳ ವಿವಿಧ ಬೇಡಿಕೆಗಳನ್ನು ಈಡೇರಿಸುವಂತೆ ಒತ್ತಾಯಿಸಿ ಕರ್ನಾಟಕ ರಾಜ್ಯ ಸರ್ಕಾರಿ ವೈದ್ಯರ ಸಂಘದ ತಾಲೂಕು ಘಟಕದ ವತಿಯಿಂದ ತಹಸೀಲ್ದಾರ್ ಮೂಲಕ ಮುಖ್ಯಮಂತ್ರಿಗಳಿಗೆ ಮನವಿ ಸಲ್ಲಿಸಲಾಯಿತು. ತಾಲೂಕು ವೈದ್ಯಾಧಿಕಾರಿ ಡಾ.ಶ್ರೀನಿವಾಸ್ ಮಾತನಾಡಿ, ರಾಜ್ಯದ ಎಲ್ಲಾ ಜಿಲ್ಲೆಗಳ ಆಸ್ಪತ್ರೆಗಳಲ್ಲಿ ವೈದ್ಯರ ಕೊರತೆ ಕಾಡುತ್ತಿದ್ದು, ಇರುವ ಸಿಬ್ಬಂದಿಯ ಮೇಲೆ ಹೆಚ್ಚಿನ ಕಾರ್ಯಭಾರ ಬೀಳುತ್ತಿದೆ. ಏಳನೇ ವೇತನ ಆಯೋಗದ ಶಿಫಾರಸಿನಂತೆ ವೇತನ ಪರಿಷ್ಕರಣೆ ಮಾಡಬೇಕು, ವೃಂದ ಮತ್ತು ನೇಮಕಾತಿ ನಿಯಮಗಳನ್ನು ಸರಳೀಕರಿಸಬೇಕು ಹಾಗೂ ಕರ್ತವ್ಯದ ವೇಳೆ ವೈದ್ಯರ ಮೇಲೆ ನಡೆಯುವ ಹಲ್ಲೆ ತಡೆಗೆ ಕಠಿಣ ಕಾನೂನು ಜಾರಿಗೊಳಿಸಬೇಕು ಎಂದು ಆಗ್ರಹಿಸಿದರು. ಸರ್ಕಾರ ನಮ್ಮ ಬೇಡಿಕೆಗಳನ್ನು ಶೀಘ್ರ ಈಡೇರಿಸದಿದ್ದಲ್ಲಿ ಹಂತ ಹಂತವಾಗಿ ಹೋರಾಟ ನಡೆಸಲಾಗುವುದು ಎಂದು ಎಚ್ಚರಿಸಿದರು. ಡಾ.ದಿನೇಶ್, ಡಾ.ಅರುಣ್, ಡಾ.ಪವಿತ್ರ, ಡಾ.ಸುಧಾ, ಡಾ.ಕಿರಣ್ ಸೇರಿದಂತೆ ಹಲವು ವೈದ್ಯರು ಹಾಗೂ ಸಿಬ್ಬಂದಿ ಉಪಸ್ಥಿತರಿದ್ದರು. bbox=[774, 1278, 916, 1429]
masthead bbox=[0, 0, 945, 62]
control-room-text: ಮಧ್ಯಪ್ರಾಚ್ಯದ ಕೆಲವು ದೇಶಗಳಲ್ಲಿ ಪ್ರಕ್ಷುಬ್ಧ ವಾತಾವರಣ ಉಂಟಾಗಿದ್ದು, ಆ ದೇಶಗಳಲ್ಲಿ ಸಿಲುಕಿರುವ ಜಿಲ್ಲೆಯ ನಾಗರಿಕರ ನೆರವಿಗಾಗಿ ಜಿಲ್ಲಾಡಳಿತದಿಂದ ತುರ್ತು ಕಾರ್ಯಾಚರಣೆ ಕೇಂದ್ರ ತೆರೆಯಲಾಗಿದೆ. ಮುಖ್ಯಮಂತ್ರಿಗಳು ಹಾಗೂ ಕಂದಾಯ ಸಚಿವರ ನಿರ್ದೇಶನದಂತೆ ರಾಜ್ಯ ಮತ್ತು ಜಿಲ್ಲಾ ಮಟ್ಟದಲ್ಲಿ ತುರ್ತು ಕಾರ್ಯಾಚರಣೆ ಕೇಂದ್ರ ದಿನದ 24 ಗಂಟೆ ಕಾರ್ಯ ನಿರ್ವಹಿಸುತ್ತಿದೆ. ವಿದೇಶದಲ್ಲಿರುವ ಜಿಲ್ಲೆಯ ನಾಗರಿಕರ ಕುಟುಂಬಸ್ಥರು ಮಾಹಿತಿ ನೀಡಲು ಹಾಗೂ ನೆರವು ಪಡೆಯಲು ಕೆಳಕಂಡ ದೂರವಾಣಿ ಸಂಖ್ಯೆಗಳನ್ನು ಸಂಪರ್ಕಿಸಬಹುದಾಗಿದೆ. ಚಿಕ್ಕಮಗಳೂರು ಜಿಲ್ಲಾ ತುರ್ತು ಕಾರ್ಯಾಚರಣೆ ಕೇಂದ್ರ 08262-238850, 1077 ಟೋಲ್ ಫ್ರೀ, ರಾಜ್ಯ ತುರ್ತು ಕಾರ್ಯಾಚರಣೆ ಕೇಂದ್ರ 080-22340676, 080-22253707 bbox=[556, 86, 732, 180]
schools-text-cont2: ಜಿಲ್ಲೆಯ ಬಹುತೇಕ ಶಾಲೆಗಳಿಗೆ ಕಳೆದ ಮೂರ್ನಾಲ್ಕು ವರ್ಷಗಳಿಂದ ಆರ್‌ಟಿಇ ಶುಲ್ಕ ಮರುಪಾವತಿ ಬಾಕಿ ಉಳಿಸಿಕೊಂಡಿದೆ. ಸರ್ಕಾರ ಶಾಲೆಗಳಿಂದ ಅಧಿಕ ಹಣವನ್ನು ಪಡೆದು ಕನಿಷ್ಠ ಸೌಲಭ್ಯ ನೀಡುತ್ತಿರುವುದು ಸರಿಯಲ್ಲ. ಈ ಬಗ್ಗೆ ಕ್ರಮ ಕೈಗೊಳ್ಳಬೇಕು. bbox=[334, 682, 454, 729]
official-dateline: ಶೃಂಗೇರಿ: bbox=[208, 796, 230, 805]
brief2-dateline: ಚಿಕ್ಕಮಗಳೂರು: bbox=[28, 352, 65, 361]
doctors-text-cont: ಆರೋಗ್ಯ ಇಲಾಖೆಯ ವೈದ್ಯರು ಮತ್ತು ಸಿಬ್ಬಂದಿಗಳ ವಿವಿಧ ಬೇಡಿಕೆಗಳನ್ನು ಈಡೇರಿಸುವಂತೆ ಒತ್ತಾಯಿಸಿ ಕರ್ನಾಟಕ ರಾಜ್ಯ ಸರ್ಕಾರಿ ವೈದ್ಯರ ಸಂಘದ ತಾಲೂಕು ಘಟಕದ ವತಿಯಿಂದ ತಹಸೀಲ್ದಾರ್ ಮೂಲಕ ಮುಖ್ಯಮಂತ್ರಿಗಳಿಗೆ ಮನವಿ ಸಲ್ಲಿಸಲಾಯಿತು. ತಾಲೂಕು ವೈದ್ಯಾಧಿಕಾರಿ ಡಾ.ಶ್ರೀನಿವಾಸ್ ಮಾತನಾಡಿ, ರಾಜ್ಯದ ಎಲ್ಲಾ ಜಿಲ್ಲೆಗಳ ಆಸ್ಪತ್ರೆಗಳಲ್ಲಿ ವೈದ್ಯರ ಕೊರತೆ ಕಾಡುತ್ತಿದ್ದು, ಇರುವ ಸಿಬ್ಬಂದಿಯ ಮೇಲೆ ಹೆಚ್ಚಿನ ಕಾರ್ಯಭಾರ ಬೀಳುತ್ತಿದೆ. ಏಳನೇ ವೇತನ ಆಯೋಗದ ಶಿಫಾರಸಿನಂತೆ ವೇತನ ಪರಿಷ್ಕರಣೆ ಮಾಡಬೇಕು, ವೃಂದ ಮತ್ತು ನೇಮಕಾತಿ ನಿಯಮಗಳನ್ನು ಸರಳೀಕರಿಸಬೇಕು ಹಾಗೂ ಕರ್ತವ್ಯದ ವೇಳೆ ವೈದ್ಯರ ಮೇಲೆ ನಡೆಯುವ ಹಲ್ಲೆ ತಡೆಗೆ ಕಠಿಣ ಕಾನೂನು ಜಾರಿಗೊಳಿಸಬೇಕು ಎಂದು ಆಗ್ರಹಿಸಿದರು. ಸರ್ಕಾರ ನಮ್ಮ ಬೇಡಿಕೆಗಳನ್ನು ಶೀಘ್ರ ಈಡೇರಿಸದಿದ್ದಲ್ಲಿ ಹಂತ ಹಂತವಾಗಿ ಹೋರಾಟ ನಡೆಸಲಾಗುವುದು ಎಂದು ಎಚ್ಚರಿಸಿದರು. ಡಾ.ದಿನೇಶ್, ಡಾ.ಅರುಣ್, ಡಾ.ಪವಿತ್ರ, ಡಾ.ಸುಧಾ, ಡಾ.ಕಿರಣ್ ಸೇರಿದಂತೆ ಹಲವು ವೈದ್ಯರು ಹಾಗೂ ಸಿಬ್ಬಂದಿ ಉಪಸ್ಥಿತರಿದ್ದರು. bbox=[626, 1278, 768, 1429]
doctors-photo bbox=[626, 1166, 918, 1274]
lead-photo bbox=[208, 68, 546, 254]
schools-dateline: ಚಿಕ್ಕಮಗಳೂರು: bbox=[208, 372, 245, 381]
chandrashekar-photo bbox=[590, 656, 918, 756]
control-room-body bbox=[556, 86, 732, 286]
brief3-headline: ಮಹಿಳಾ ಪತ್ರಕರ್ತರಿಗೆ ತರಬೇತಿ bbox=[46, 601, 172, 616]
book-body bbox=[766, 834, 916, 1110]
schools-pullquote bbox=[334, 528, 454, 676]
brief1-dateline: ತರೀಕೆರೆ: bbox=[28, 170, 49, 179]
official-body bbox=[208, 796, 370, 1110]
brief2-body bbox=[28, 352, 190, 592]
brief2-text: ಕಲ್ಲೂರ ಗ್ರಾಮದ ಸಮೀಪದ ಮಾಚೆನಹಳ್ಳಿ ಗ್ರಾಮದಲ್ಲಿ 25 ಲಕ್ಷ ರೂ. ವೆಚ್ಚದಲ್ಲಿ ನೂತನವಾಗಿ ನಿರ್ಮಾಣಗೊಂಡಿರುವ ಕಮದಮ್ಮ ದೇವಿಯ ದೇವಾಲಯದ ಕೆಂಡೋತ್ಸವ ಮತ್ತು ಕಳಸೋತ್ಸವ ಮಾ.10ರಿಂದ ನಡೆಯಲಿದೆ. ಕಮದಮ್ಮ ದೇವಿಯ ಸನ್ನಿಧಿಯಲ್ಲಿ ಮಾ.8ರಂದು ಮಧ್ಯಾಹ್ನ 3 ಗಂಟೆಗೆ ಅರ್ಚನೆ, ಮಾ.9ರಂದು ಬೆಳಗ್ಗೆ 6.30ಕ್ಕೆ ದೇವಿಯವರ ಮುನಿಶಿವ, ವಿಶೇಷ ಪೂಜೆ, ಮಹಾಮಂಗಳಾರತಿ ಮಾ.10ರಂದು ಬೆಳಗ್ಗೆ ಮಹಾರುದ್ರಾಭಿಷೇಕ, ಅಲಂಕಾರ ಪೂಜೆ ಮತ್ತು ಕೆಂಡೋತ್ಸವ ನಡೆಯಲಿದೆ. ಮಾ.11ರಂದು ಮಧ್ಯಾಹ್ನ 12 ಗಂಟೆಗೆ ಕಳಸೋತ್ಸವ ಮತ್ತು ಅನ್ನಸಂತರ್ಪಣೆ ಕಾರ್ಯಕ್ರಮ ನಡೆಯಲಿದೆ. ಭಕ್ತಾದಿಗಳು ಸಕಾಲಕ್ಕೆ ಆಗಮಿಸಿ ದೇವಿಯ ಕೃಪೆಗೆ ಪಾತ್ರರಾಗುವಂತೆ ದೇವಸ್ಥಾನ ಸಮಿತಿ ಕೋರಿದೆ. bbox=[28, 352, 190, 456]
houses-dateline: ಚಿಕ್ಕಮಗಳೂರು: bbox=[28, 1170, 65, 1179]
day-label: ಗುರುವಾರ bbox=[812, 14, 848, 27]
brief3-text: ಕರ್ನಾಟಕ ಮಾಧ್ಯಮ ಅಕಾಡೆಮಿಯು ಬೆಂಗಳೂರಿನ ಸ್ಕೂಲ್ ಆಫ್ ಸೋಷಿಯಲ್ ಆಂಡ್ ಕಮ್ಯುನಿಕೇಷನ್ ಸಹಯೋಗದಲ್ಲಿ ಮಹಿಳಾ ಪತ್ರಕರ್ತರಿಗಾಗಿ ವಿಶೇಷ ತರಬೇತಿ ಕಾರ್ಯಾಗಾರವನ್ನು ಆಯೋಜಿಸಿದ್ದು ಆಸಕ್ತರು ಅರ್ಜಿ ಸಲ್ಲಿಸಬಹುದಾಗಿದೆ. ತರಬೇತಿಯು ಮಾರ್ಚ್ 26 ಮತ್ತು 27ರಂದು ಮೈಸೂರಿನ ಹೋಟೆಲ್ ಸಭಾಂಗಣದಲ್ಲಿ ನಡೆಯಲಿದೆ. ಡಿಜಿಟಲ್ ಮಾಧ್ಯಮ, ಸಾಮಾಜಿಕ ಜಾಲತಾಣ ಹಾಗೂ ಸುದ್ದಿ ಬರವಣಿಗೆ ಕುರಿತು ಪರಿಣಿತರು ಉಪನ್ಯಾಸ ನೀಡಲಿದ್ದಾರೆ. ಆಯ್ಕೆಯಾದ ಶಿಬಿರಾರ್ಥಿಗಳಿಗೆ ಪ್ರಯಾಣ ಭತ್ಯೆ ನೀಡಲಾಗುವುದು. ಆಸಕ್ತ ಪತ್ರಕರ್ತೆಯರು ತಮ್ಮ ಸ್ವವಿವರ ಹಾಗೂ ಮಾಧ್ಯಮ ಸಂಸ್ಥೆಯ ದೃಢೀಕರಣ ಪತ್ರದೊಂದಿಗೆ ಮಾರ್ಚ್ 10ರೊಳಗೆ ಅರ್ಜಿ ಸಲ್ಲಿಸಬೇಕು ಎಂದು ಅಕಾಡೆಮಿ ಕಾರ್ಯದರ್ಶಿ ತಿಳಿಸಿದ್ದಾರೆ. bbox=[28, 620, 190, 724]
schools-body-col2 bbox=[334, 682, 454, 750]
door-headline: ಸರ್ವೆ ಕಚೇರಿಗೆ ಬಾಗಿಲು : ಖಂಡನೆ bbox=[544, 766, 710, 784]
brief1-headline: ಕೆಪಿಸಿಸಿ ಕಾನೂನು ವಿಭಾಗದ ಜಂಟಿ ಕಾರ್ಯದರ್ಶಿಯಾಗಿ ಬಿ.ಪಿ. ವಿಕಾಸ್ ನೇಮಕ bbox=[36, 119, 182, 168]
chandrashekar-body-col2 bbox=[702, 368, 808, 650]
